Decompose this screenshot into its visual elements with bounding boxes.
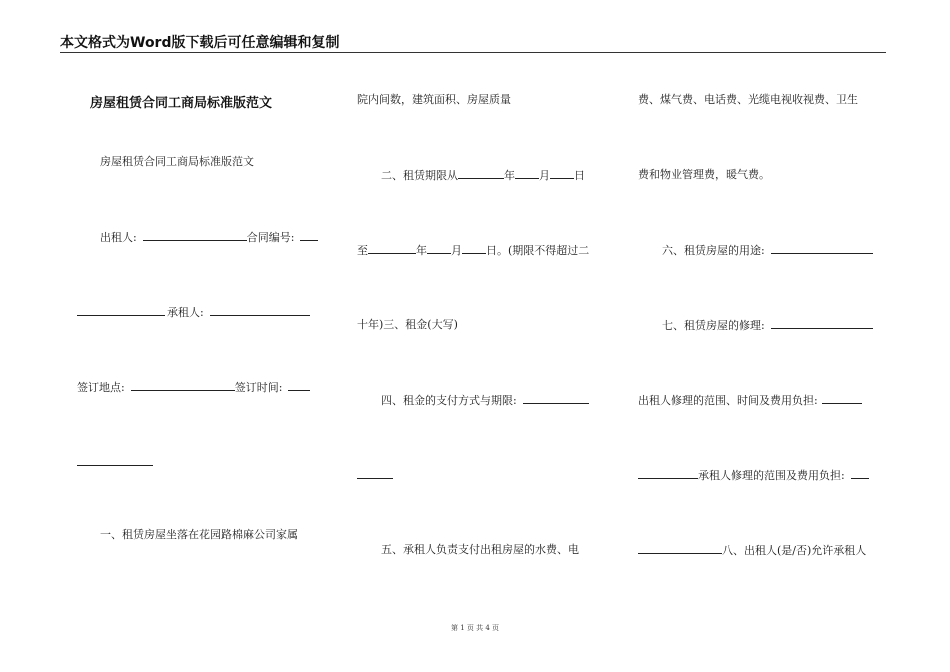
lessor-line xyxy=(100,230,318,245)
sign-time-label: 签订时间: xyxy=(234,381,283,394)
clause-6: 六、租赁房屋的用途: xyxy=(662,243,873,258)
subtitle: 房屋租赁合同工商局标准版范文 xyxy=(100,155,254,168)
sign-line xyxy=(77,380,310,395)
contract-no-blank xyxy=(300,230,318,241)
clause-3: 十年)三、租金(大写) xyxy=(357,318,458,331)
lessor-blank xyxy=(143,230,247,241)
lessee-blank xyxy=(210,305,310,316)
sign-place-blank xyxy=(131,380,235,391)
sign-time-blank xyxy=(288,380,310,391)
sign-place-label: 签订地点: xyxy=(77,381,125,394)
clause-4: 四、租金的支付方式与期限: xyxy=(381,393,589,408)
document-header: 本文格式为Word版下载后可任意编辑和复制 xyxy=(60,35,340,51)
repair-lessor: 出租人修理的范围、时间及费用负担: xyxy=(638,393,862,408)
repair-lessee: 承租人修理的范围及费用负担: xyxy=(638,468,869,483)
contract-no-blank-cont xyxy=(77,305,165,316)
col3-line2: 费和物业管理费，暖气费。 xyxy=(638,168,770,181)
clause-4-cont xyxy=(357,468,393,483)
page-number: 第 1 页 共 4 页 xyxy=(450,624,500,632)
document-title: 房屋租赁合同工商局标准版范文 xyxy=(90,96,273,111)
sign-time-blank-cont xyxy=(77,455,153,466)
lessee-line xyxy=(77,305,310,320)
col2-line1: 院内间数，建筑面积、房屋质量 xyxy=(357,93,511,106)
clause-7: 七、租赁房屋的修理: xyxy=(662,318,873,333)
clause-2: 二、租赁期限从 年 月 日 xyxy=(381,169,585,182)
lessor-label: 出租人: xyxy=(100,231,137,244)
clause-5: 五、承租人负责支付出租房屋的水费、电 xyxy=(381,543,579,556)
clause-1: 一、租赁房屋坐落在花园路棉麻公司家属 xyxy=(100,528,298,541)
header-divider xyxy=(60,52,886,53)
clause-2-cont: 至 年 月 日。(期限不得超过二 xyxy=(357,244,590,257)
sign-time-cont xyxy=(77,455,153,470)
clause-8: 八、出租人(是/否)允许承租人 xyxy=(638,543,866,558)
lessee-label: 承租人: xyxy=(167,306,204,319)
contract-no-label: 合同编号: xyxy=(246,231,295,244)
col3-line1: 费、煤气费、电话费、光缆电视收视费、卫生 xyxy=(638,93,858,106)
